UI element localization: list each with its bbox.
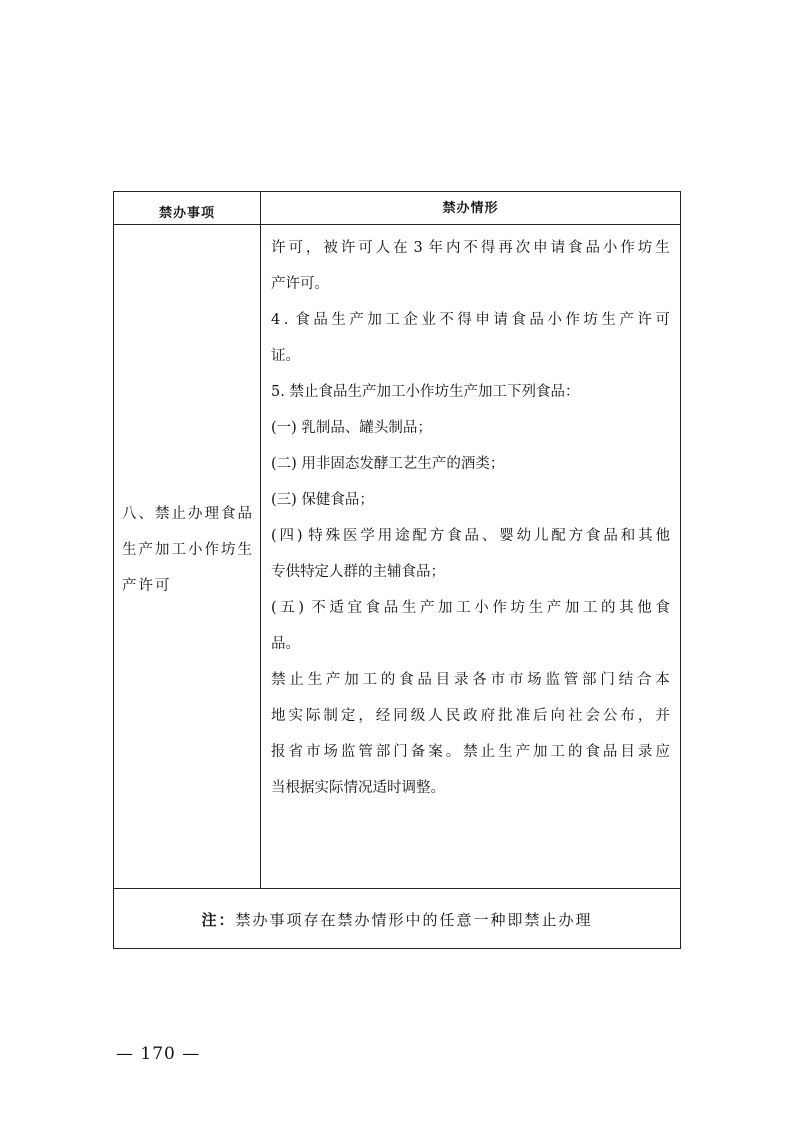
footer-note-text: 禁办事项存在禁办情形中的任意一种即禁止办理 xyxy=(235,911,593,929)
page-number: — 170 — xyxy=(116,1044,201,1064)
header-item-label: 禁办事项 xyxy=(158,206,215,221)
condition-line: (三) 保健食品； xyxy=(271,492,374,508)
condition-line: ( 五 ) 不 适 宜 食 品 生 产 加 工 小 作 坊 生 产 加 工 的 其 他 食 xyxy=(271,600,670,616)
condition-line: 地 实 际 制 定 ， 经 同 级 人 民 政 府 批 准 后 向 社 会 公 布 ， 并 xyxy=(271,708,670,724)
condition-line: 当根据实际情况适时调整。 xyxy=(271,780,445,796)
table-row xyxy=(114,225,680,889)
header-condition-label: 禁办情形 xyxy=(442,201,499,216)
condition-line: 品。 xyxy=(271,636,300,652)
prohibition-table xyxy=(113,191,681,949)
header-item-cell xyxy=(114,192,261,224)
table-footer-row xyxy=(114,889,680,948)
condition-cell xyxy=(261,225,680,888)
condition-line: 4 . 食 品 生 产 加 工 企 业 不 得 申 请 食 品 小 作 坊 生 产 许 可 xyxy=(271,312,670,328)
condition-line: 产许可。 xyxy=(271,276,329,292)
condition-line: (一) 乳制品、罐头制品； xyxy=(271,420,432,436)
footer-note xyxy=(114,909,680,930)
condition-lines xyxy=(271,230,670,806)
condition-line: 证。 xyxy=(271,348,300,364)
condition-line: 5. 禁止食品生产加工小作坊生产加工下列食品： xyxy=(271,384,580,400)
item-cell xyxy=(114,225,261,888)
condition-line: 专供特定人群的主辅食品； xyxy=(271,564,445,580)
condition-line: 报 省 市 场 监 管 部 门 备 案 。 禁 止 生 产 加 工 的 食 品 目 录 应 xyxy=(271,744,670,760)
table-header-row xyxy=(114,192,680,225)
condition-line: ( 四 ) 特 殊 医 学 用 途 配 方 食 品 、 婴 幼 儿 配 方 食 品 和 其 他 xyxy=(271,528,670,544)
condition-line: 禁 止 生 产 加 工 的 食 品 目 录 各 市 市 场 监 管 部 门 结 合 本 xyxy=(271,672,670,688)
footer-note-label: 注： xyxy=(201,911,236,929)
header-condition-cell xyxy=(261,192,680,224)
item-text: 八、禁止办理食品生产加工小作坊生产许可 xyxy=(122,506,254,594)
condition-line: 许 可 ， 被 许 可 人 在 3 年 内 不 得 再 次 申 请 食 品 小 作 坊 生 xyxy=(271,240,670,256)
condition-line: (二) 用非固态发酵工艺生产的酒类； xyxy=(271,456,505,472)
